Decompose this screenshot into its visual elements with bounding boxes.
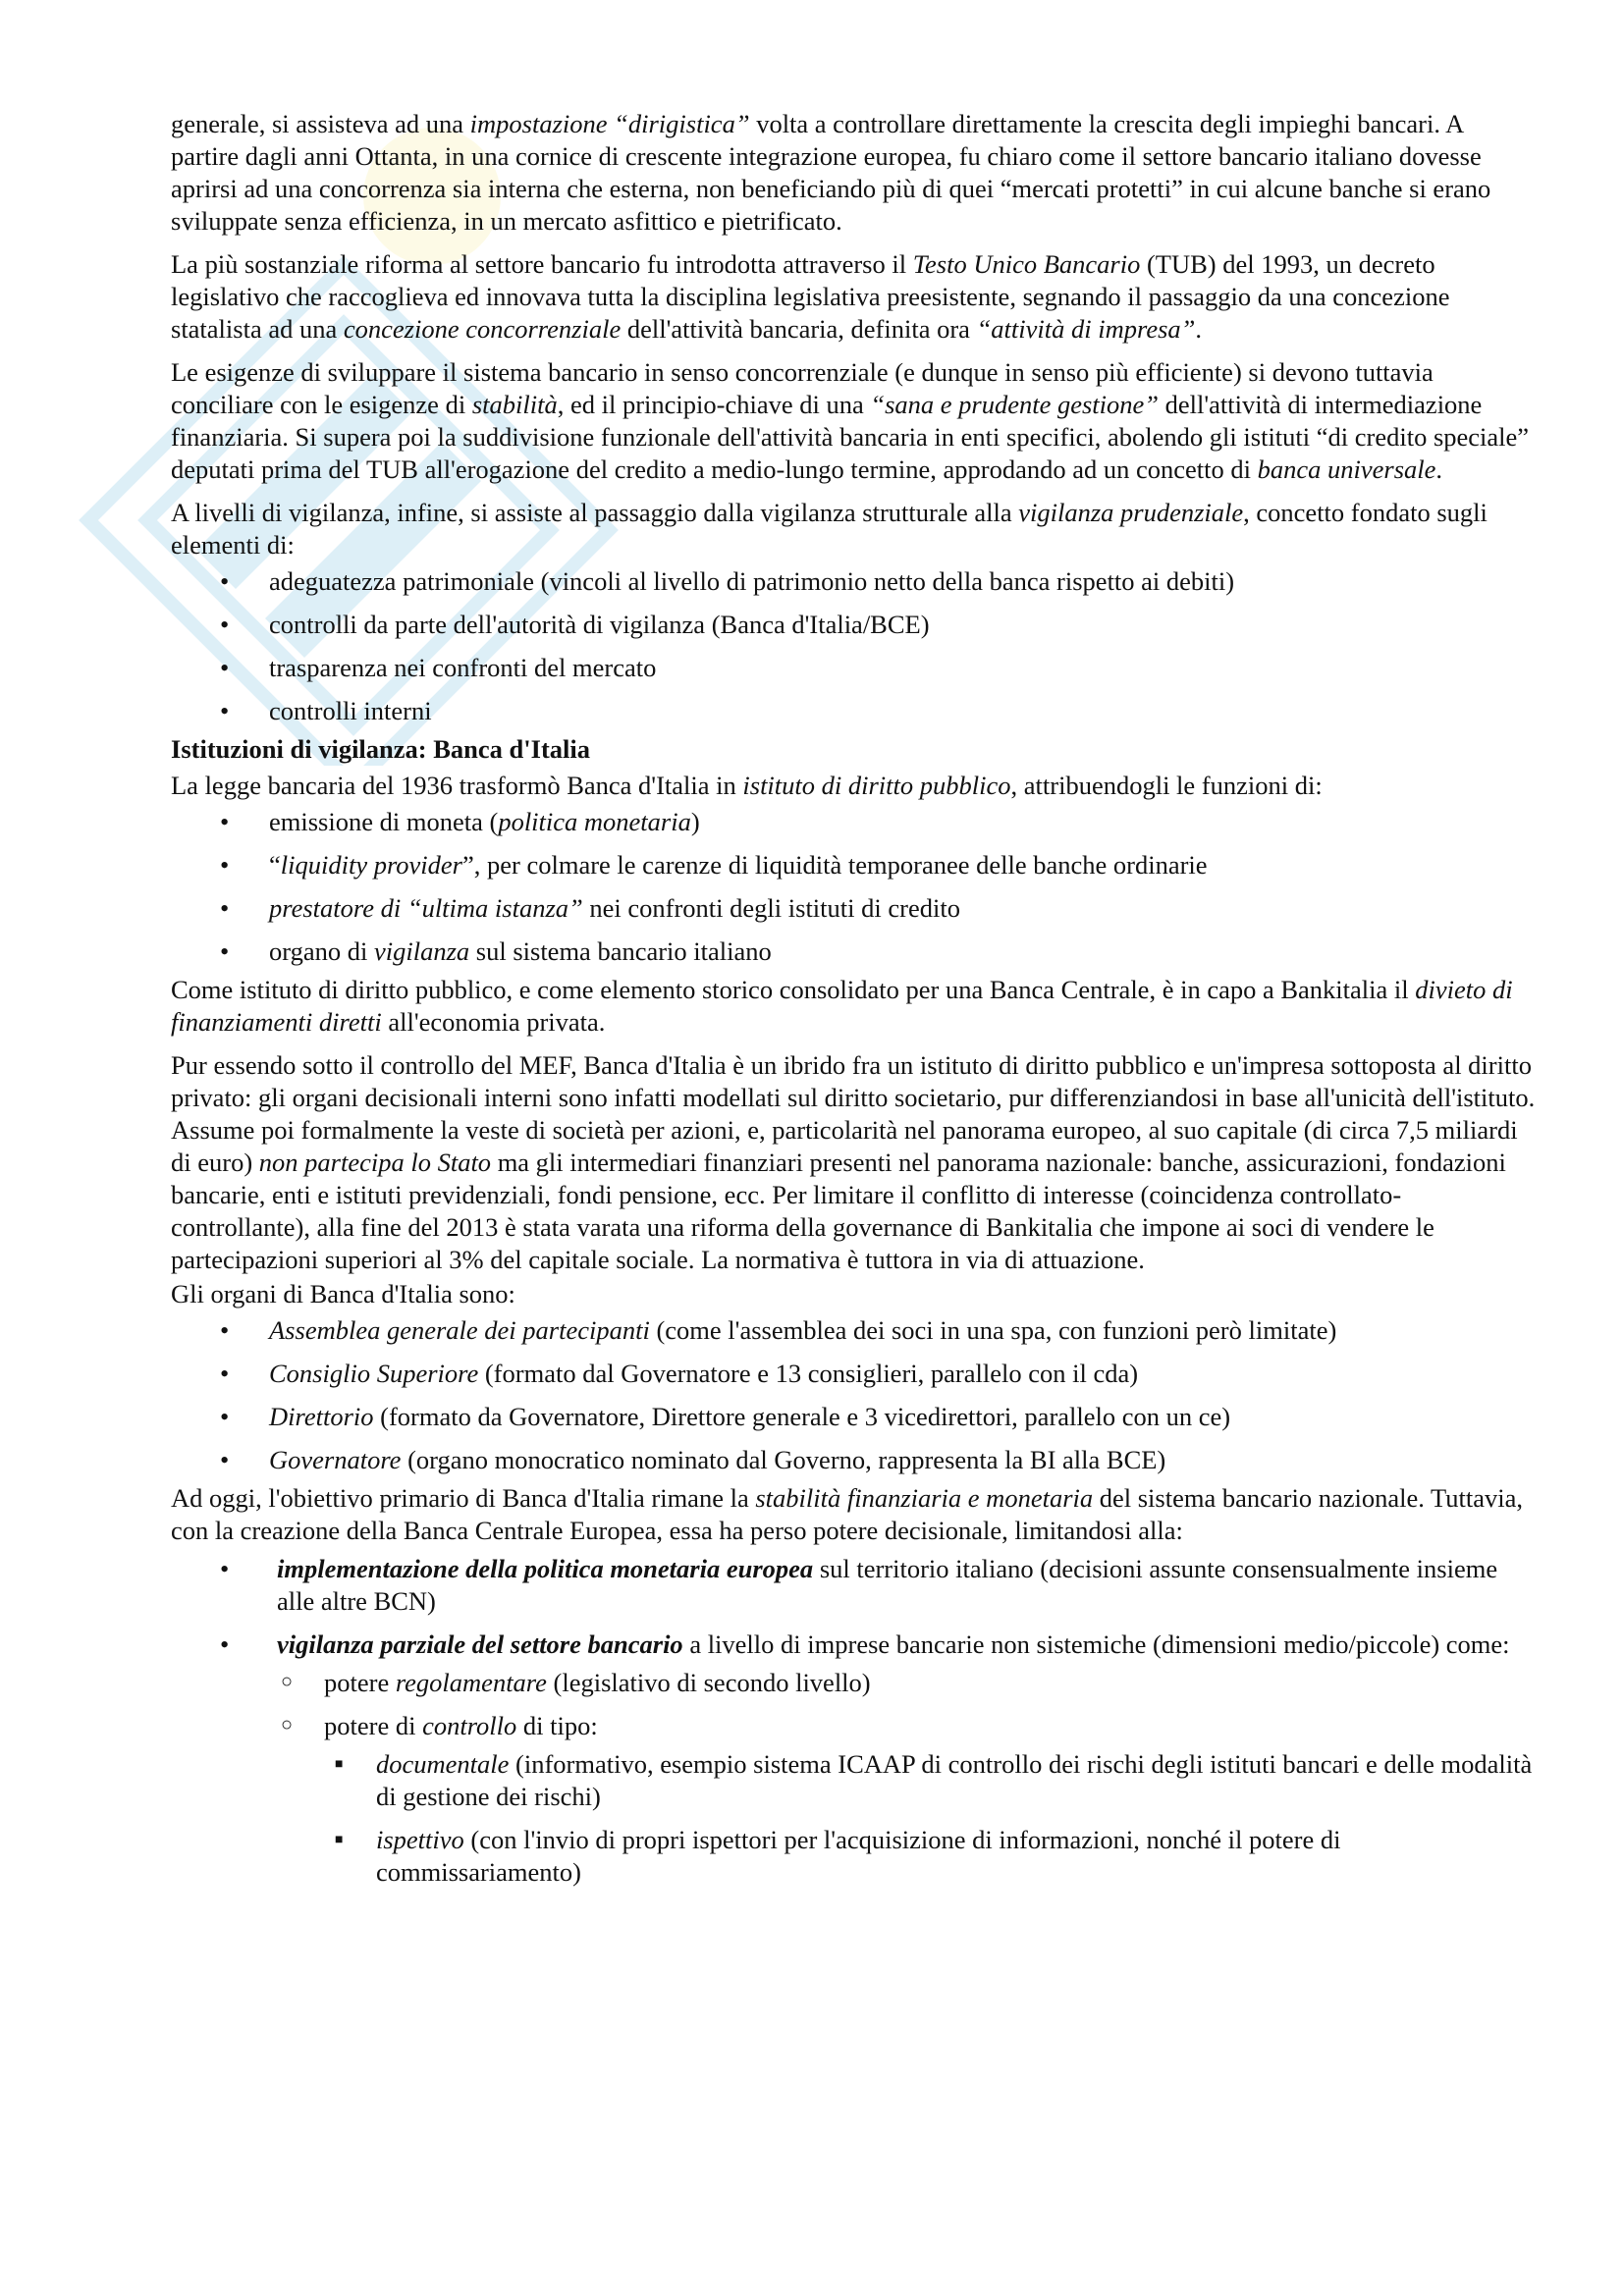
list-item <box>171 1444 1536 1476</box>
text: . <box>1435 454 1443 484</box>
italic-text: “sana e prudente gestione” <box>870 390 1160 419</box>
list-item: • adeguatezza patrimoniale (vincoli al livello di patrimonio netto della banca rispetto ai debiti) <box>171 565 1536 598</box>
list-item <box>171 1629 1536 1661</box>
text: ”, per colmare le carenze di liquidità temporanee delle banche ordinarie <box>462 850 1208 880</box>
list-item <box>171 1748 1536 1813</box>
list-item <box>171 1710 1536 1742</box>
list-item <box>171 1553 1536 1618</box>
text: potere <box>324 1668 396 1697</box>
italic-text: “attività di impresa” <box>976 314 1196 344</box>
text: (come l'assemblea dei soci in una spa, con funzioni però limitate) <box>649 1315 1337 1345</box>
list-funzioni <box>171 806 1536 968</box>
text: ) <box>690 807 700 836</box>
text: (legislativo di secondo livello) <box>546 1668 871 1697</box>
paragraph-legge-1936 <box>171 770 1536 802</box>
list-poteri <box>171 1667 1536 1742</box>
section-heading: Istituzioni di vigilanza: Banca d'Italia <box>171 734 591 764</box>
italic-text: vigilanza <box>373 936 470 966</box>
text: Ad oggi, l'obiettivo primario di Banca d'Italia rimane la <box>171 1483 756 1513</box>
text: emissione di moneta ( <box>269 807 499 836</box>
list-organi <box>171 1314 1536 1476</box>
text: sul sistema bancario italiano <box>469 936 772 966</box>
list-item <box>171 806 1536 838</box>
italic-text: liquidity provider <box>280 850 462 880</box>
text: ma gli intermediari finanziari presenti nel panorama nazionale: banche, assicurazioni, fondazioni bancarie, enti e istituti previdenziali, fondi pensione, ecc. Per limitare il conflitto di interesse (coincidenza controllato-controllante), alla fine del 2013 è stata varata una riforma della governance di Bankitalia che impone ai soci di vendere le partecipazioni superiori al 3% del capitale sociale. La normativa è tuttora in via di attuazione. <box>171 1148 1506 1274</box>
italic-text: ispettivo <box>376 1825 464 1854</box>
text: Le esigenze di sviluppare il sistema bancario in senso concorrenziale (e dunque in senso più efficiente) si devono tuttavia conciliare con le esigenze di <box>171 357 1434 419</box>
list-funzioni-attuali <box>171 1553 1536 1661</box>
italic-text: banca universale <box>1257 454 1436 484</box>
text: Come istituto di diritto pubblico, e come elemento storico consolidato per una Banca Centrale, è in capo a Bankitalia il <box>171 975 1416 1004</box>
text: dell'attività di intermediazione finanziaria. Si supera poi la suddivisione funzionale dell'attività bancaria in enti specifici, abolendo gli istituti “di credito speciale” deputati prima del TUB all'erogazione del credito a medio-lungo termine, approdando ad un concetto di <box>171 390 1530 484</box>
list-item <box>171 1667 1536 1699</box>
italic-text: non partecipa lo Stato <box>258 1148 492 1177</box>
italic-text: Governatore <box>269 1445 402 1474</box>
text: A livelli di vigilanza, infine, si assiste al passaggio dalla vigilanza strutturale alla <box>171 498 1019 527</box>
text: La legge bancaria del 1936 trasformò Banca d'Italia in <box>171 771 743 800</box>
list-item <box>171 1358 1536 1390</box>
list-item: • controlli interni <box>171 695 1536 727</box>
text: Pur essendo sotto il controllo del MEF, Banca d'Italia è un ibrido fra un istituto di diritto pubblico e un'impresa sottoposta al diritto privato: gli organi decisionali interni sono infatti modellati sul diritto societario, pur differenziandosi in base all'unicità dell'istituto. Assume poi formalmente la veste di società per azioni, e, particolarità nel panorama europeo, al suo capitale (di circa 7,5 miliardi di euro) <box>171 1050 1536 1177</box>
list-item <box>171 1401 1536 1433</box>
text: (formato da Governatore, Direttore generale e 3 vicedirettori, parallelo con un ce) <box>373 1402 1231 1431</box>
italic-text: istituto di diritto pubblico <box>742 771 1011 800</box>
paragraph-intro <box>171 108 1536 238</box>
italic-text: Consiglio Superiore <box>269 1359 479 1388</box>
bold-italic-text: implementazione della politica monetaria europea <box>277 1554 814 1583</box>
text: (informativo, esempio sistema ICAAP di controllo dei rischi degli istituti bancari e delle modalità di gestione dei rischi) <box>376 1749 1533 1811</box>
italic-text: Direttorio <box>269 1402 374 1431</box>
italic-text: stabilità finanziaria e monetaria <box>755 1483 1094 1513</box>
text: all'economia privata. <box>381 1007 606 1037</box>
list-item <box>171 892 1536 925</box>
italic-text: divieto di finanziamenti diretti <box>171 975 1513 1037</box>
list-elementi-vigilanza <box>171 565 1536 727</box>
italic-text: politica monetaria <box>498 807 691 836</box>
text: generale, si assisteva ad una <box>171 109 470 138</box>
italic-text: Assemblea generale dei partecipanti <box>269 1315 650 1345</box>
list-item <box>171 849 1536 881</box>
italic-text: concezione concorrenziale <box>343 314 622 344</box>
list-item: • trasparenza nei confronti del mercato <box>171 652 1536 684</box>
text: a livello di imprese bancarie non sistemiche (dimensioni medio/piccole) come: <box>682 1629 1510 1659</box>
text: potere di <box>324 1711 423 1740</box>
italic-text: prestatore di “ultima istanza” <box>269 893 583 923</box>
text: , ed il principio-chiave di una <box>557 390 871 419</box>
text: La più sostanziale riforma al settore bancario fu introdotta attraverso il <box>171 249 913 279</box>
paragraph-mef <box>171 1049 1536 1276</box>
italic-text: controllo <box>422 1711 517 1740</box>
paragraph-stabilita <box>171 356 1536 486</box>
text: , concetto fondato sugli elementi di: <box>171 498 1488 560</box>
text: “ <box>269 850 281 880</box>
text: nei confronti degli istituti di credito <box>582 893 960 923</box>
list-tipi-controllo <box>171 1748 1536 1889</box>
italic-text: stabilità <box>471 390 558 419</box>
text: di tipo: <box>516 1711 598 1740</box>
text: volta a controllare direttamente la crescita degli impieghi bancari. A partire dagli anni Ottanta, in una cornice di crescente integrazione europea, fu chiaro come il settore bancario italiano dovesse aprirsi ad una concorrenza sia interna che esterna, non beneficiando più di quei “mercati protetti” in cui alcune banche si erano sviluppate senza efficienza, in un mercato asfittico e pietrificato. <box>171 109 1491 236</box>
text: organo di <box>269 936 374 966</box>
italic-text: impostazione “dirigistica” <box>469 109 750 138</box>
text: sul territorio italiano (decisioni assunte consensualmente insieme alle altre BCN) <box>277 1554 1498 1616</box>
text: (TUB) del 1993, un decreto legislativo che raccoglieva ed innovava tutta la disciplina legislativa preesistente, segnando il passaggio da una concezione statalista ad una <box>171 249 1450 344</box>
text: (organo monocratico nominato dal Governo, rappresenta la BI alla BCE) <box>401 1445 1166 1474</box>
list-item <box>171 1314 1536 1347</box>
italic-text: Testo Unico Bancario <box>912 249 1141 279</box>
text: (con l'invio di propri ispettori per l'acquisizione di informazioni, nonché il potere di commissariamento) <box>376 1825 1341 1887</box>
list-item <box>171 1824 1536 1889</box>
document-content <box>171 108 1536 1899</box>
italic-text: vigilanza prudenziale <box>1018 498 1244 527</box>
text: (formato dal Governatore e 13 consiglieri, parallelo con il cda) <box>478 1359 1139 1388</box>
text: . <box>1195 314 1203 344</box>
list-item: • controlli da parte dell'autorità di vigilanza (Banca d'Italia/BCE) <box>171 609 1536 641</box>
italic-text: regolamentare <box>395 1668 547 1697</box>
text: dell'attività bancaria, definita ora <box>621 314 977 344</box>
paragraph-divieto <box>171 974 1536 1039</box>
paragraph-obiettivo <box>171 1482 1536 1547</box>
paragraph-tub <box>171 248 1536 346</box>
italic-text: documentale <box>376 1749 510 1779</box>
text: del sistema bancario nazionale. Tuttavia, con la creazione della Banca Centrale Europea, essa ha perso potere decisionale, limitandosi alla: <box>171 1483 1523 1545</box>
paragraph-vigilanza <box>171 497 1536 561</box>
bold-italic-text: vigilanza parziale del settore bancario <box>277 1629 683 1659</box>
paragraph-organi: Gli organi di Banca d'Italia sono: <box>171 1279 515 1308</box>
text: , attribuendogli le funzioni di: <box>1010 771 1323 800</box>
list-item <box>171 935 1536 968</box>
